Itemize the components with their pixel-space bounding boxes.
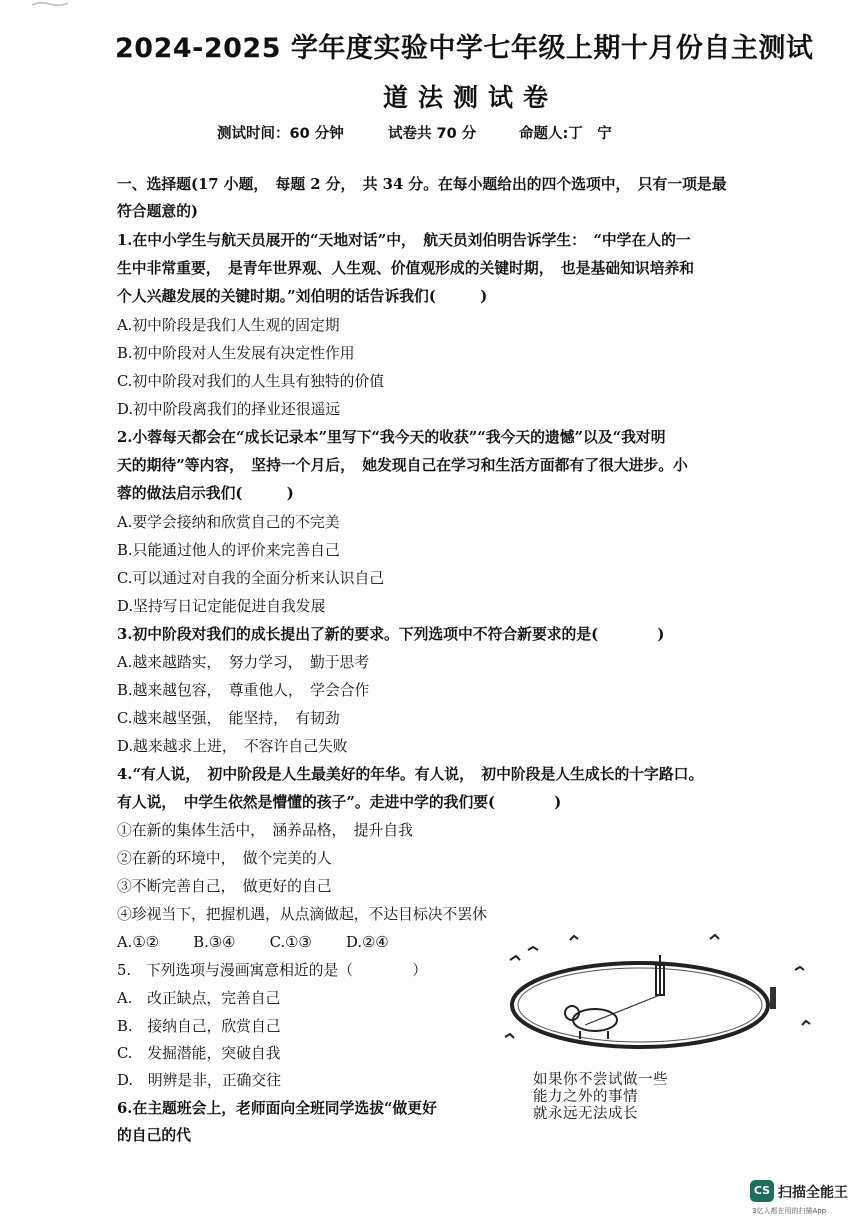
q4-item-1: ①在新的集体生活中， 涵养品格， 提升自我 [117, 822, 413, 839]
q6-stem-2: 的自己的代 [117, 1127, 191, 1144]
q2-stem-3: 蓉的做法启示我们( ) [117, 485, 294, 502]
test-time: 测试时间：60 分钟 [217, 126, 344, 142]
q5-option-a: A. 改正缺点，完善自己 [117, 990, 281, 1007]
q4-stem: 4.“有人说， 初中阶段是人生最美好的年华。有人说， 初中阶段是人生成长的十字路口。 [117, 766, 704, 783]
q4-options: A.①② B.③④ C.①③ D.②④ [117, 934, 389, 951]
q5-option-b: B. 接纳自己，欣赏自己 [117, 1018, 281, 1035]
author: 命题人:丁 宁 [519, 126, 612, 142]
q1-option-d: D.初中阶段离我们的择业还很遥远 [117, 401, 341, 418]
q2-stem: 2.小蓉每天都会在“成长记录本”里写下“我今天的收获”“我今天的遗憾”以及“我对明 [117, 429, 666, 446]
total-score: 试卷共 70 分 [388, 126, 477, 142]
q1-option-c: C.初中阶段对我们的人生具有独特的价值 [117, 373, 385, 390]
q3-option-a: A.越来越踏实， 努力学习， 勤于思考 [117, 654, 370, 671]
cartoon-caption-2: 能力之外的事情 [533, 1089, 638, 1105]
q4-item-4: ④珍视当下，把握机遇，从点滴做起，不达目标决不罢休 [117, 906, 487, 923]
scanner-tagline: 3亿人都在用的扫描App [752, 1207, 827, 1215]
q2-option-a: A.要学会接纳和欣赏自己的不完美 [117, 514, 340, 531]
section-heading: 一、选择题(17 小题， 每题 2 分， 共 34 分。在每小题给出的四个选项中， 只有一项是最 [117, 176, 727, 193]
q2-option-c: C.可以通过对自我的全面分析来认识自己 [117, 570, 385, 587]
scanner-watermark [750, 1180, 862, 1224]
q5-stem: 5. 下列选项与漫画寓意相近的是（ ） [117, 962, 428, 979]
q3-option-b: B.越来越包容， 尊重他人， 学会合作 [117, 682, 370, 699]
exam-title: 2024-2025 学年度实验中学七年级上期十月份自主测试 [115, 33, 814, 64]
q1-stem-2: 生中非常重要， 是青年世界观、人生观、价值观形成的关键时期， 也是基础知识培养和 [117, 260, 695, 277]
q5-option-d: D. 明辨是非，正确交往 [117, 1072, 282, 1089]
q5-option-c: C. 发掘潜能，突破自我 [117, 1045, 281, 1062]
cartoon-illustration [500, 925, 820, 1050]
q1-stem: 1.在中小学生与航天员展开的“天地对话”中， 航天员刘伯明告诉学生： “中学在人的一 [117, 232, 691, 249]
q4-stem-2: 有人说， 中学生依然是懵懂的孩子”。走进中学的我们要( ) [117, 794, 562, 811]
scanner-app-name: 扫描全能王 [778, 1185, 848, 1201]
q4-item-3: ③不断完善自己， 做更好的自己 [117, 878, 332, 895]
scan-smudge [30, 0, 70, 8]
q2-stem-2: 天的期待”等内容， 坚持一个月后， 她发现自己在学习和生活方面都有了很大进步。小 [117, 457, 688, 474]
exam-subtitle: 道法测试卷 [383, 83, 559, 112]
section-heading-cont: 符合题意的) [117, 203, 198, 220]
q2-option-b: B.只能通过他人的评价来完善自己 [117, 542, 340, 559]
q1-option-b: B.初中阶段对人生发展有决定性作用 [117, 345, 355, 362]
q6-stem: 6.在主题班会上，老师面向全班同学选拔“做更好 [117, 1100, 437, 1117]
q4-item-2: ②在新的环境中， 做个完美的人 [117, 850, 332, 867]
q3-stem: 3.初中阶段对我们的成长提出了新的要求。下列选项中不符合新要求的是( ) [117, 626, 665, 643]
q3-option-c: C.越来越坚强， 能坚持， 有韧劲 [117, 710, 340, 727]
cartoon-caption-3: 就永远无法成长 [533, 1106, 638, 1122]
q2-option-d: D.坚持写日记定能促进自我发展 [117, 598, 326, 615]
q3-option-d: D.越来越求上进， 不容许自己失败 [117, 738, 348, 755]
scanner-logo: CS [750, 1180, 774, 1202]
q1-option-a: A.初中阶段是我们人生观的固定期 [117, 317, 340, 334]
cartoon-caption-1: 如果你不尝试做一些 [533, 1072, 668, 1088]
q1-stem-3: 个人兴趣发展的关键时期。”刘伯明的话告诉我们( ) [117, 288, 488, 305]
